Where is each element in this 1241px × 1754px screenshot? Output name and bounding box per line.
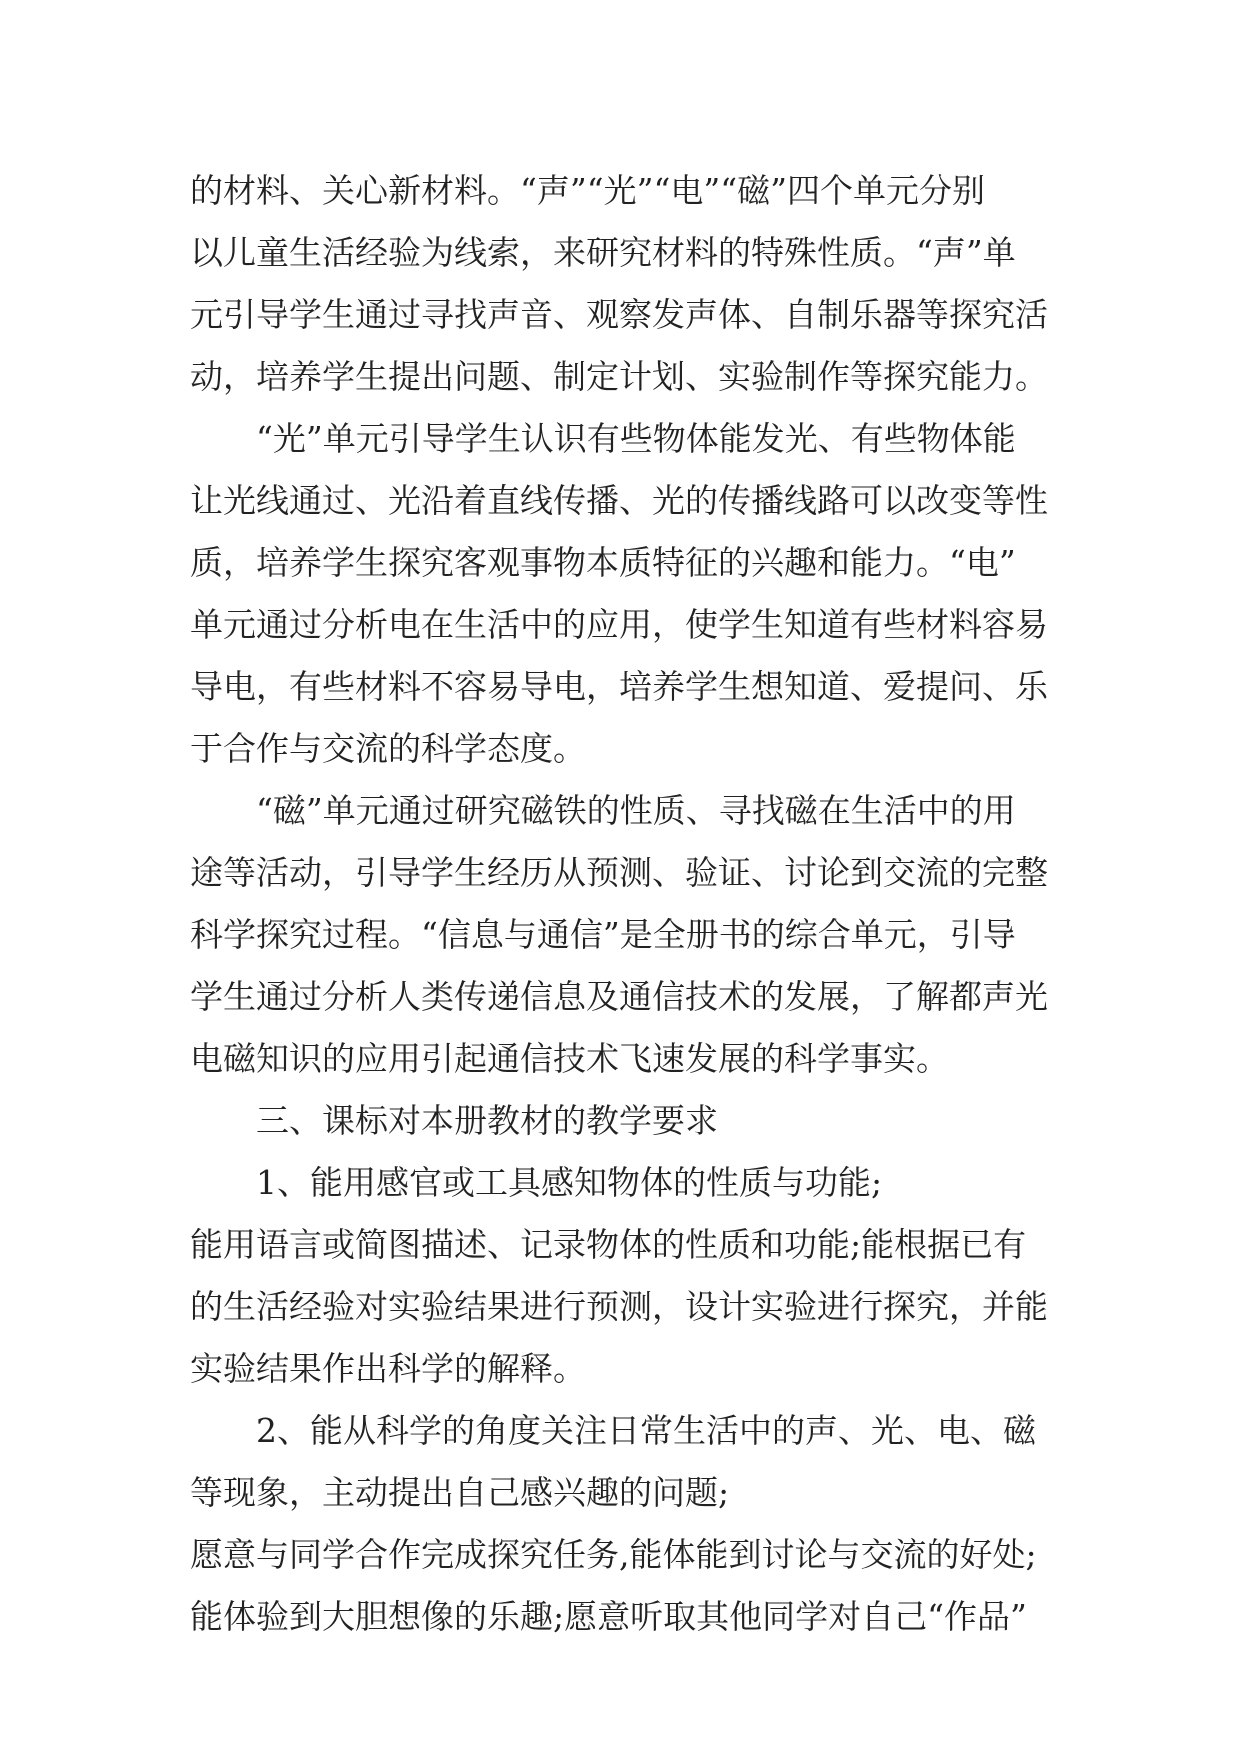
text-line: 途等活动，引导学生经历从预测、验证、讨论到交流的完整	[190, 853, 1048, 892]
text-line: 单元通过分析电在生活中的应用，使学生知道有些材料容易	[190, 605, 1048, 644]
list-item: 1、能用感官或工具感知物体的性质与功能;	[190, 1163, 883, 1202]
paragraph-start-line: “光”单元引导学生认识有些物体能发光、有些物体能	[190, 419, 1016, 458]
list-item: 2、能从科学的角度关注日常生活中的声、光、电、磁	[190, 1411, 1036, 1450]
text-line: 能用语言或简图描述、记录物体的性质和功能;能根据已有	[190, 1225, 1027, 1264]
text-line: 的材料、关心新材料。“声”“光”“电”“磁”四个单元分别	[190, 171, 985, 210]
text-line: 于合作与交流的科学态度。	[190, 729, 586, 768]
text-line: 以儿童生活经验为线索，来研究材料的特殊性质。“声”单	[190, 233, 1016, 272]
text-line: 质，培养学生探究客观事物本质特征的兴趣和能力。“电”	[190, 543, 1016, 582]
text-line: 让光线通过、光沿着直线传播、光的传播线路可以改变等性	[190, 481, 1048, 520]
paragraph-start-line: “磁”单元通过研究磁铁的性质、寻找磁在生活中的用	[190, 791, 1016, 830]
text-line: 导电，有些材料不容易导电，培养学生想知道、爱提问、乐	[190, 667, 1048, 706]
section-heading: 三、课标对本册教材的教学要求	[190, 1101, 718, 1140]
text-line: 元引导学生通过寻找声音、观察发声体、自制乐器等探究活	[190, 295, 1048, 334]
text-line: 科学探究过程。“信息与通信”是全册书的综合单元，引导	[190, 915, 1016, 954]
text-line: 愿意与同学合作完成探究任务,能体能到讨论与交流的好处;	[190, 1535, 1037, 1574]
text-line: 的生活经验对实验结果进行预测，设计实验进行探究，并能	[190, 1287, 1048, 1326]
text-line: 电磁知识的应用引起通信技术飞速发展的科学事实。	[190, 1039, 949, 1078]
body-text	[190, 160, 1070, 1648]
text-line: 学生通过分析人类传递信息及通信技术的发展，了解都声光	[190, 977, 1048, 1016]
text-line: 实验结果作出科学的解释。	[190, 1349, 586, 1388]
text-line: 能体验到大胆想像的乐趣;愿意听取其他同学对自己“作品”	[190, 1597, 1027, 1636]
text-line: 动，培养学生提出问题、制定计划、实验制作等探究能力。	[190, 357, 1048, 396]
text-line: 等现象，主动提出自己感兴趣的问题;	[190, 1473, 730, 1512]
